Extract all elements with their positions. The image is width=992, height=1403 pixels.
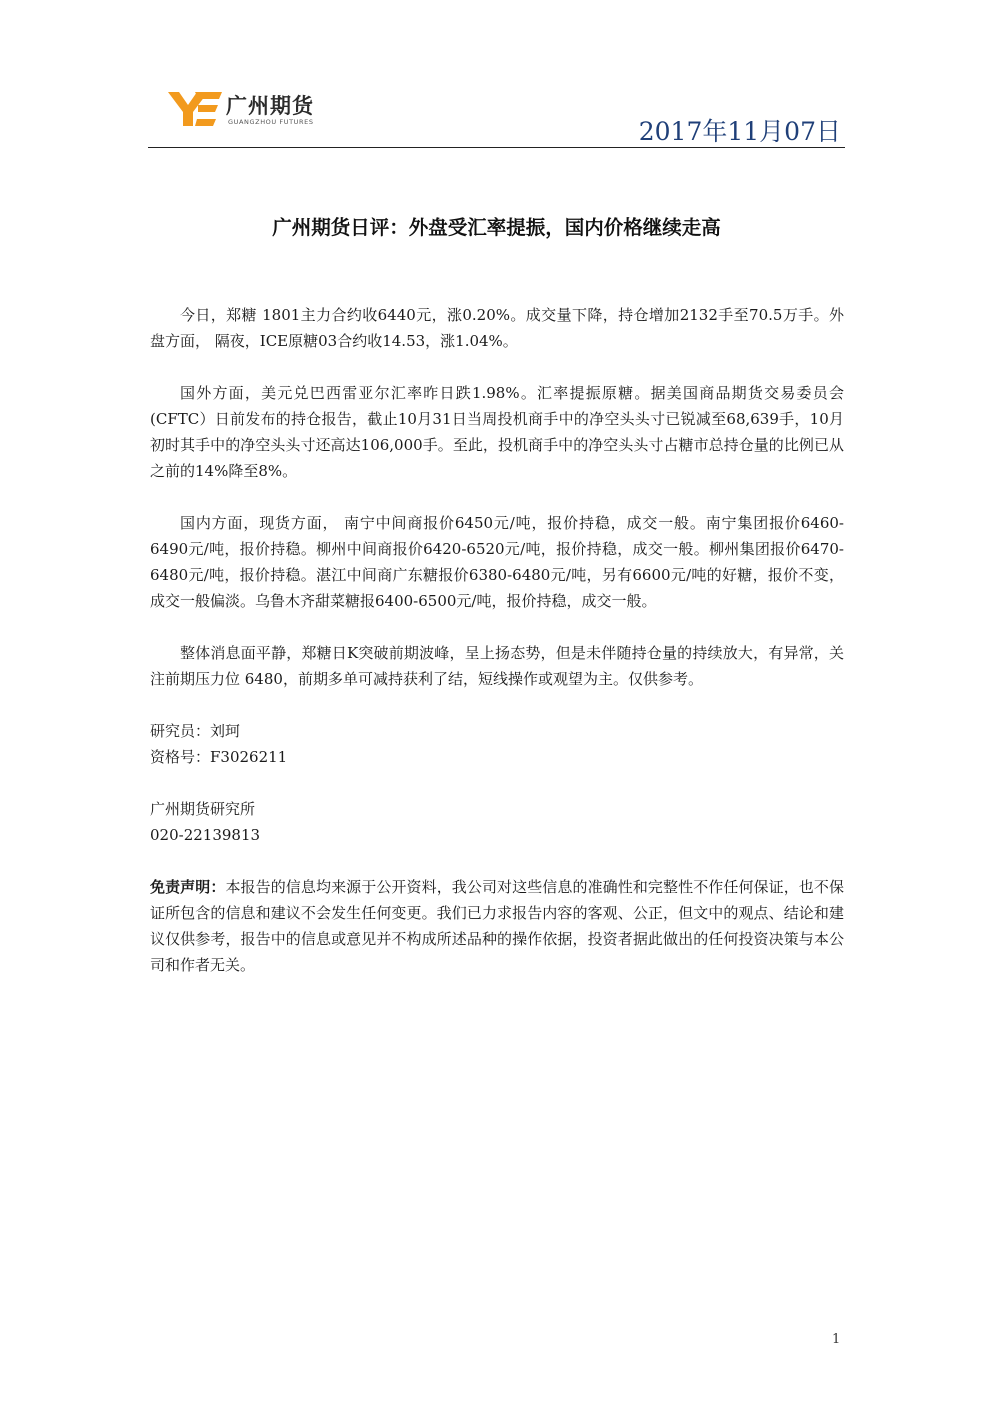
paragraph-market-summary: 今日，郑糖 1801主力合约收6440元，涨0.20%。成交量下降，持仓增加2132手至70.5万手。外盘方面， 隔夜，ICE原糖03合约收14.53，涨1.04%。 [150,306,844,350]
report-title: 广州期货日评：外盘受汇率提振，国内价格继续走高 [272,216,721,239]
disclaimer-text: 本报告的信息均来源于公开资料，我公司对这些信息的准确性和完整性不作任何保证，也不保证所包含的信息和建议不会发生任何变更。我们已力求报告内容的客观、公正，但文中的观点、结论和建议仅供参考，报告中的信息或意见并不构成所述品种的操作依据，投资者据此做出的任何投资决策与本公司和作者无关。 [150,878,844,974]
logo-chinese-name: 广州期货 [226,94,314,118]
report-body [150,302,844,978]
institute-phone: 020-22139813 [150,826,261,844]
header-divider [148,147,845,148]
spacer [150,770,844,796]
report-date: 2017年11月07日 [638,117,841,146]
disclaimer-label: 免责声明： [150,878,226,896]
spacer [150,848,844,874]
researcher-name: 研究员：刘珂 [150,722,241,740]
researcher-license: 资格号：F3026211 [150,748,288,766]
page-header [148,82,845,148]
company-logo [168,90,348,130]
paragraph-foreign-market: 国外方面，美元兑巴西雷亚尔汇率昨日跌1.98%。汇率提振原糖。据美国商品期货交易委员会(CFTC）日前发布的持仓报告，截止10月31日当周投机商手中的净空头头寸已锐减至68,639手，10月初时其手中的净空头头寸还高达106,000手。至此，投机商手中的净空头头寸占糖市总持仓量的比例已从之前的14%降至8%。 [150,384,844,480]
logo-english-name: GUANGZHOU FUTURES [228,118,314,126]
institute-name: 广州期货研究所 [150,800,256,818]
paragraph-domestic-spot: 国内方面，现货方面， 南宁中间商报价6450元/吨，报价持稳，成交一般。南宁集团报价6460-6490元/吨，报价持稳。柳州中间商报价6420-6520元/吨，报价持稳，成交一般。柳州集团报价6470-6480元/吨，报价持稳。湛江中间商广东糖报价6380-6480元/吨，另有6600元/吨的好糖，报价不变，成交一般偏淡。乌鲁木齐甜菜糖报6400-6500元/吨，报价持稳，成交一般。 [150,514,844,610]
disclaimer [150,874,844,978]
paragraph-outlook: 整体消息面平静，郑糖日K突破前期波峰，呈上扬态势，但是未伴随持仓量的持续放大，有异常，关注前期压力位 6480，前期多单可减持获利了结，短线操作或观望为主。仅供参考。 [150,644,844,688]
page-number: 1 [832,1332,841,1347]
guangzhou-futures-logo-icon [168,92,222,126]
